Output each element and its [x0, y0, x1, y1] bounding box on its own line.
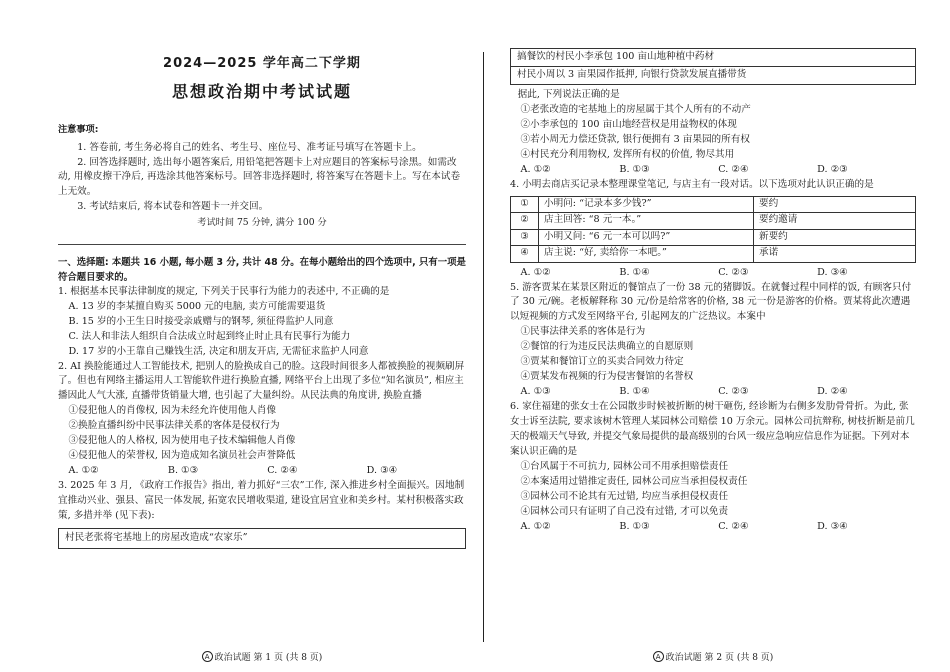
page-2-content: [510, 48, 916, 535]
choice-b: B. ①④: [619, 266, 650, 278]
question-3-statement: ②小李承包的 100 亩山地经营权是用益物权的体现: [520, 118, 737, 130]
question-2-statement: ①侵犯他人的肖像权, 因为未经允许使用他人肖像: [68, 405, 277, 417]
paper-version-badge: A: [202, 651, 213, 662]
exam-title-subject: 思想政治期中考试试题: [171, 82, 352, 102]
question-5-choices: [510, 385, 916, 400]
question-3-stem: 3. 2025 年 3 月, 《政府工作报告》指出, 着力抓好“三农”工作, 深入推进乡村全面振兴。因地制宜推动兴业、强县、富民一体发展, 拓宽农民增收渠道, 建设宜居宜业和美乡村。某村积极落实政策, 多措并举 (见下表):: [58, 480, 465, 522]
question-3-statement: ④村民充分利用物权, 发挥所有权的价值, 物尽其用: [520, 148, 735, 160]
section-1-heading: 一、选择题: 本题共 16 小题, 每小题 3 分, 共计 48 分。在每小题给出的四个选项中, 只有一项是符合题目要求的。: [58, 256, 466, 283]
choice-b: B. ①④: [619, 386, 650, 398]
table-cell-dialog: 店主回答: “8 元一本。”: [539, 213, 754, 230]
table-cell-note: 要约邀请: [754, 213, 916, 230]
question-1-option-b: B. 15 岁的小王生日时接受亲戚赠与的钢琴, 须征得监护人同意: [68, 315, 334, 327]
question-2-statement: ②换脸直播纠纷中民事法律关系的客体是侵权行为: [68, 420, 280, 432]
question-5: [510, 281, 916, 401]
question-3-statement: ①老张改造的宅基地上的房屋属于其个人所有的不动产: [520, 103, 751, 115]
table-cell-num: ④: [511, 246, 539, 263]
table-cell-dialog: 小明问: “记录本多少钱?”: [539, 196, 754, 213]
table-row: [511, 213, 916, 230]
question-2: [58, 360, 466, 480]
table-cell-dialog: 店主说: “好, 卖给你一本吧。”: [539, 246, 754, 263]
time-note: 考试时间 75 分钟, 满分 100 分: [197, 217, 327, 229]
table-cell-note: 新要约: [754, 229, 916, 246]
paper-version-badge: A: [653, 651, 664, 662]
page-1-content: [58, 52, 466, 552]
question-6-statement: ④园林公司只有证明了自己没有过错, 才可以免责: [520, 505, 729, 517]
choice-d: D. ②③: [817, 163, 848, 175]
choice-a: A. ①②: [520, 266, 551, 278]
page-number: 政治试题 第 2 页 (共 8 页): [665, 653, 774, 663]
choice-a: A. ①②: [68, 465, 99, 477]
choice-c: C. ②③: [718, 266, 749, 278]
question-6-statement: ②本案适用过错推定责任, 园林公司应当承担侵权责任: [520, 475, 748, 487]
question-5-statement: ③贾某和餐馆订立的买卖合同效力待定: [520, 356, 684, 368]
question-2-statement: ④侵犯他人的荣誉权, 因为造成知名演员社会声誉降低: [68, 450, 296, 462]
choice-d: D. ③④: [366, 465, 398, 477]
question-1-option-a: A. 13 岁的李某擅自购买 5000 元的电脑, 卖方可能需要退货: [68, 300, 326, 312]
notice-heading: 注意事项:: [58, 124, 99, 136]
choice-b: B. ①③: [619, 163, 650, 175]
choice-d: D. ③④: [817, 266, 848, 278]
question-3-table-row: 搞餐饮的村民小李承包 100 亩山地种植中药材: [517, 51, 715, 62]
table-row: [511, 196, 916, 213]
choice-c: C. ②④: [718, 163, 749, 175]
page-1-footer: [58, 651, 466, 665]
exam-page-1: [58, 0, 466, 672]
table-cell-num: ②: [511, 213, 539, 230]
choice-b: B. ①③: [167, 465, 199, 477]
question-6-statement: ③园林公司不论其有无过错, 均应当承担侵权责任: [520, 490, 729, 502]
page-divider: [483, 52, 484, 642]
table-row: [511, 229, 916, 246]
question-6-choices: [510, 520, 916, 535]
choice-d: D. ②④: [817, 386, 848, 398]
question-6: [510, 400, 916, 535]
choice-c: C. ②④: [267, 465, 298, 477]
question-1-stem: 1. 根据基本民事法律制度的规定, 下列关于民事行为能力的表述中, 不正确的是: [58, 285, 390, 297]
question-3-choices: [510, 163, 916, 178]
question-5-statement: ①民事法律关系的客体是行为: [520, 326, 646, 338]
question-3: [58, 479, 466, 549]
question-3-table-row: 村民小周以 3 亩果园作抵押, 向银行贷款发展直播带货: [511, 66, 915, 84]
choice-c: C. ②④: [718, 520, 749, 532]
choice-d: D. ③④: [817, 520, 848, 532]
table-cell-note: 承诺: [754, 246, 916, 263]
question-6-stem: 6. 家住福建的张女士在公园散步时候被折断的树干砸伤, 经诊断为右侧多发肋骨骨折。为此, 张女士诉至法院, 要求该树木管理人某园林公司赔偿 10 万余元。园林公司抗辩称, 树枝折断是前几天的极端天气导致, 并提交气象局提供的最高级别的台风一级应急响应信息作为证据。下列对本案认识正确的是: [510, 401, 915, 458]
question-1: [58, 285, 466, 360]
question-2-statement: ③侵犯他人的人格权, 因为使用电子技术编辑他人肖像: [68, 435, 296, 447]
question-5-statement: ④贾某发布视频的行为侵害餐馆的名誉权: [520, 371, 694, 383]
exam-title-year: 2024—2025 学年高二下学期: [163, 56, 361, 71]
question-5-statement: ②餐馆的行为违反民法典确立的自愿原则: [520, 341, 694, 353]
question-1-option-c: C. 法人和非法人组织自合法成立时起到终止时止具有民事行为能力: [68, 330, 351, 342]
exam-page-2: [510, 0, 916, 672]
question-5-stem: 5. 游客贾某在某景区附近的餐馆点了一份 38 元的猪脚饭。在就餐过程中同样的饭, 有顾客只付了 30 元/碗。老板解释称 30 元/份是给常客的价格, 38 元一份是游客的价格。贾某将此次遭遇以短视频的方式发至网络平台, 引起网友的广泛热议。本案中: [510, 281, 912, 323]
question-4-table: [510, 196, 916, 263]
table-row: [511, 246, 916, 263]
question-3-table-row: 村民老张将宅基地上的房屋改造成“农家乐”: [58, 528, 466, 549]
table-cell-num: ③: [511, 229, 539, 246]
question-3-lead: 据此, 下列说法正确的是: [517, 88, 620, 100]
notice-item-3: 3. 考试结束后, 将本试卷和答题卡一并交回。: [77, 201, 269, 213]
section-divider: [58, 244, 466, 245]
question-2-choices: [58, 464, 466, 479]
page-2-footer: [510, 651, 916, 665]
question-1-option-d: D. 17 岁的小王靠自己赚钱生活, 决定和朋友开店, 无需征求监护人同意: [68, 345, 369, 357]
question-4: [510, 178, 916, 281]
choice-c: C. ②③: [718, 386, 749, 398]
notice-block: [58, 123, 466, 230]
choice-a: A. ①③: [520, 386, 551, 398]
choice-a: A. ①②: [520, 520, 551, 532]
notice-item-2: 2. 回答选择题时, 选出每小题答案后, 用铅笔把答题卡上对应题目的答案标号涂黑。如需改动, 用橡皮擦干净后, 再选涂其他答案标号。回答非选择题时, 将答案写在答题卡上。写在本试卷上无效。: [58, 156, 461, 198]
choice-a: A. ①②: [520, 163, 551, 175]
table-cell-num: ①: [511, 196, 539, 213]
question-3-table-continued: [510, 48, 916, 85]
choice-b: B. ①③: [619, 520, 650, 532]
question-6-statement: ①台风属于不可抗力, 园林公司不用承担赔偿责任: [520, 460, 729, 472]
question-3-statement: ③若小周无力偿还贷款, 银行便拥有 3 亩果园的所有权: [520, 133, 750, 145]
page-number: 政治试题 第 1 页 (共 8 页): [214, 653, 323, 663]
table-cell-note: 要约: [754, 196, 916, 213]
question-2-stem: 2. AI 换脸能通过人工智能技术, 把别人的脸换成自己的脸。这段时间很多人都被换脸的视频刷屏了。但也有网络主播运用人工智能软件进行换脸直播, 网络平台上出现了多位“知名演员”, 相应主播因此人气大涨, 直播带货销量大增, 也引起了大量纠纷。从民法典的角度讲, 换脸直播: [58, 360, 465, 402]
question-4-stem: 4. 小明去商店买记录本整理课堂笔记, 与店主有一段对话。以下选项对此认识正确的是: [510, 178, 874, 190]
table-cell-dialog: 小明又问: “6 元一本可以吗?”: [539, 229, 754, 246]
question-4-choices: [510, 266, 916, 281]
notice-item-1: 1. 答卷前, 考生务必将自己的姓名、考生号、座位号、准考证号填写在答题卡上。: [77, 141, 422, 153]
